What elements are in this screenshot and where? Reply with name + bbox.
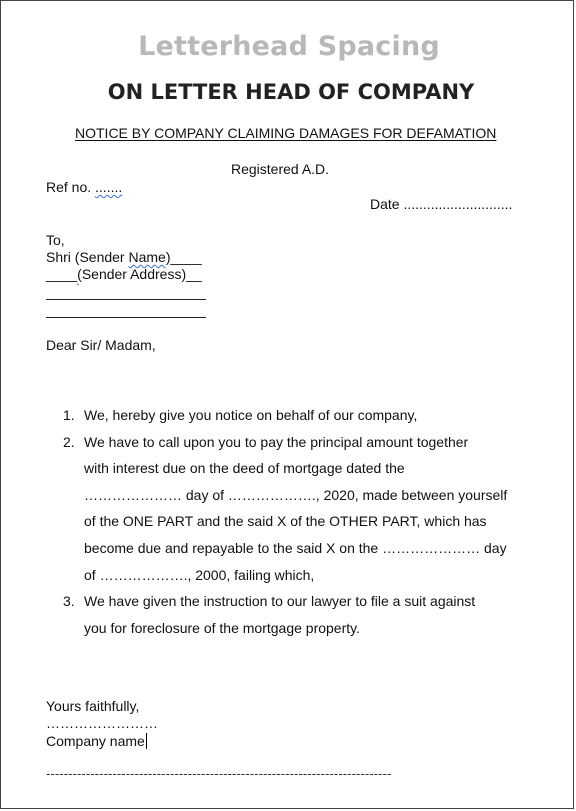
signature-dots: ……………………: [46, 715, 158, 731]
notice-title: NOTICE BY COMPANY CLAIMING DAMAGES FOR DEFAMATION: [75, 125, 497, 141]
ref-label: Ref no.: [46, 179, 96, 195]
sender-address-suffix: Sender Address)__: [81, 266, 202, 282]
list-item: [63, 588, 533, 641]
company-name[interactable]: [46, 733, 147, 749]
footer-dashed-line: ------------------------------------------------------------------------------: [46, 766, 392, 781]
list-item-line: We have given the instruction to our lawyer to file a suit against: [84, 593, 476, 610]
date-dots: ............................: [403, 196, 513, 212]
sender-address-prefix: ____: [46, 266, 78, 282]
registered-ad: Registered A.D.: [231, 161, 330, 177]
address-blank-line-2: [46, 317, 206, 318]
sender-name-prefix: Shri (Sender: [46, 249, 129, 265]
salutation: Dear Sir/ Madam,: [46, 337, 156, 353]
list-item-line: with interest due on the deed of mortgage dated the: [84, 460, 405, 477]
sender-name-line: [46, 249, 202, 265]
text-cursor: [146, 733, 147, 749]
list-item-line: become due and repayable to the said X on the ………………… day: [84, 539, 507, 556]
list-item-line: We have to call upon you to pay the principal amount together: [84, 433, 469, 450]
list-item-line: of the ONE PART and the said X of the OTHER PART, which has: [84, 513, 487, 530]
list-item-line: ………………… day of ………………., 2020, made between yourself: [84, 486, 508, 503]
closing: Yours faithfully,: [46, 698, 140, 714]
address-blank-line-1: [46, 299, 206, 300]
company-title: ON LETTER HEAD OF COMPANY: [107, 80, 475, 104]
sender-name-word: Name: [128, 249, 166, 265]
list-item-number: 1.: [63, 407, 75, 423]
sender-name-suffix: )____: [165, 249, 202, 265]
list-item-line: We, hereby give you notice on behalf of our company,: [84, 407, 418, 423]
ref-number: [46, 179, 122, 195]
letterhead-placeholder: Letterhead Spacing: [138, 31, 440, 62]
date-field: [370, 196, 512, 212]
company-name-text: Company name: [46, 733, 145, 749]
list-item: [63, 402, 533, 429]
to-label: To,: [46, 232, 65, 248]
ref-dots: .......: [95, 179, 123, 195]
notice-list: [63, 402, 533, 641]
list-item-number: 2.: [63, 433, 75, 450]
list-item-number: 3.: [63, 593, 75, 610]
sender-address-word: (: [77, 266, 82, 282]
list-item: [63, 429, 533, 589]
list-item-line: of ………………., 2000, failing which,: [84, 566, 315, 583]
date-label: Date: [370, 196, 404, 212]
list-item-line: you for foreclosure of the mortgage property.: [84, 619, 360, 636]
sender-address-line: [46, 266, 202, 282]
